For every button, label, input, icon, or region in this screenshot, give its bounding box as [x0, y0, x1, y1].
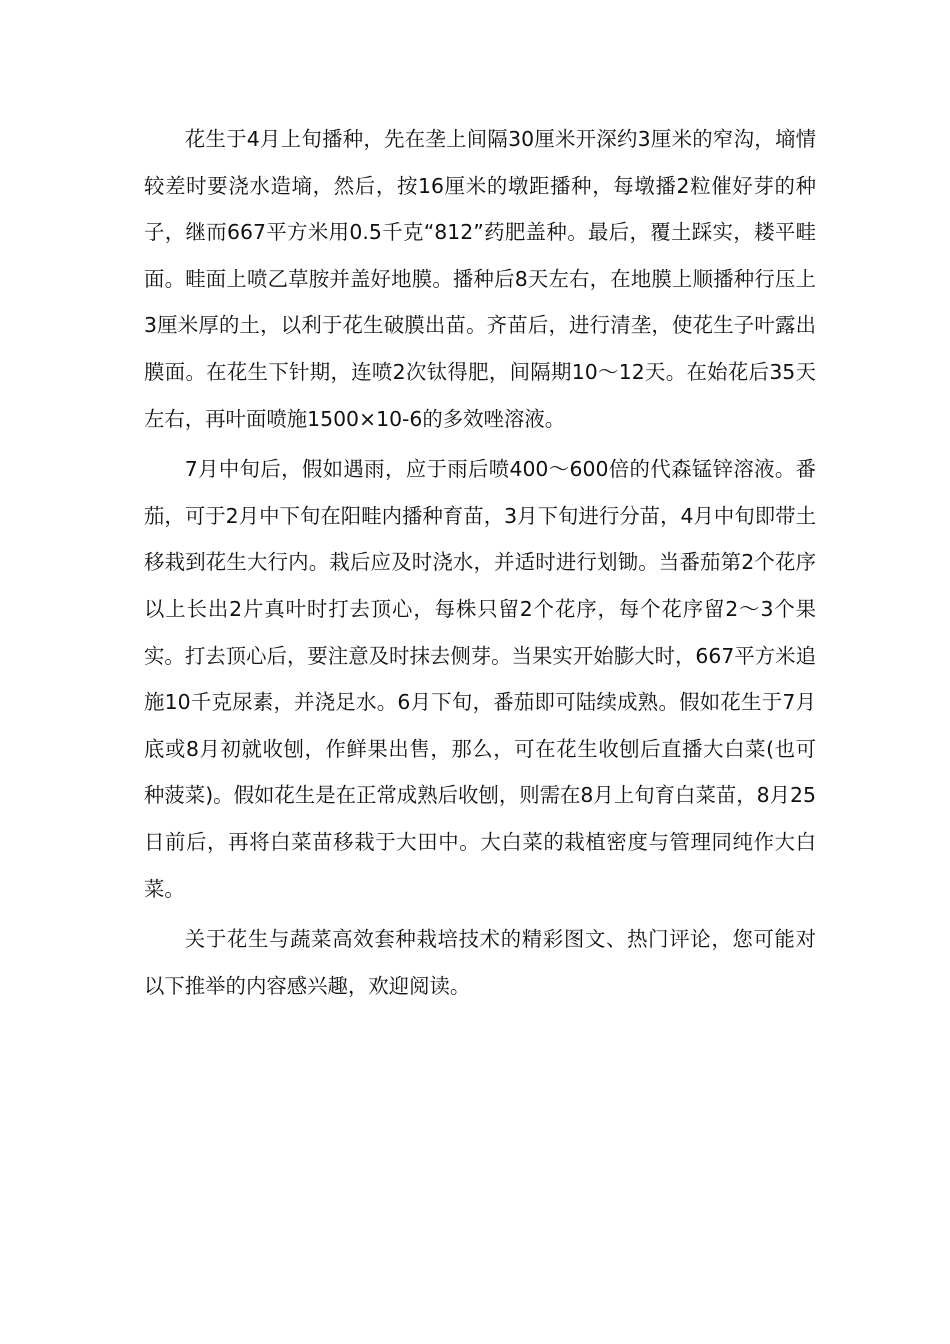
paragraph-peanut-sowing: 花生于4月上旬播种，先在垄上间隔30厘米开深约3厘米的窄沟，墒情较差时要浇水造墒，然后，按16厘米的墩距播种，每墩播2粒催好芽的种子，继而667平方米用0.5千克“812”药肥盖种。最后，覆土踩实，耧平畦面。畦面上喷乙草胺并盖好地膜。播种后8天左右，在地膜上顺播种行压上3厘米厚的土，以利于花生破膜出苗。齐苗后，进行清垄，使花生子叶露出膜面。在花生下针期，连喷2次钛得肥，间隔期10～12天。在始花后35天左右，再叶面喷施1500×10-6的多效唑溶液。	[144, 127, 816, 431]
paragraph-related-reading: 关于花生与蔬菜高效套种栽培技术的精彩图文、热门评论，您可能对以下推举的内容感兴趣，欢迎阅读。	[144, 927, 816, 998]
document-body	[144, 116, 816, 1013]
paragraph-tomato-cabbage: 7月中旬后，假如遇雨，应于雨后喷400～600倍的代森锰锌溶液。番茄，可于2月中下旬在阳畦内播种育苗，3月下旬进行分苗，4月中旬即带土移栽到花生大行内。栽后应及时浇水，并适时进行划锄。当番茄第2个花序以上长出2片真叶时打去顶心，每株只留2个花序，每个花序留2～3个果实。打去顶心后，要注意及时抹去侧芽。当果实开始膨大时，667平方米追施10千克尿素，并浇足水。6月下旬，番茄即可陆续成熟。假如花生于7月底或8月初就收刨，作鲜果出售，那么，可在花生收刨后直播大白菜(也可种菠菜)。假如花生是在正常成熟后收刨，则需在8月上旬育白菜苗，8月25日前后，再将白菜苗移栽于大田中。大白菜的栽植密度与管理同纯作大白菜。	[144, 457, 816, 901]
